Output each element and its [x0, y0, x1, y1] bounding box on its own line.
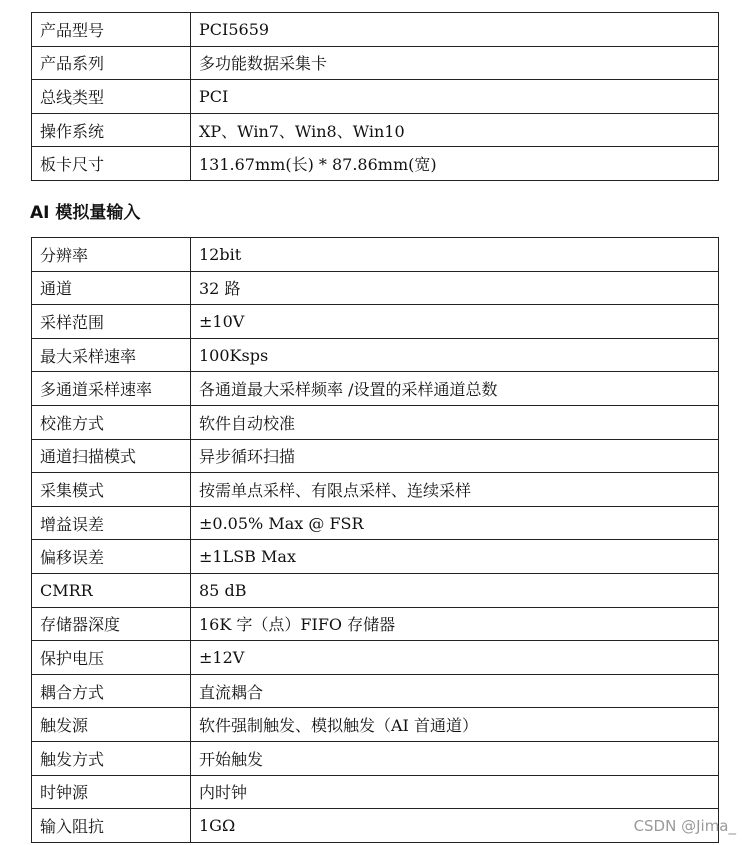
spec-label: 通道	[32, 271, 191, 305]
spec-label: 存储器深度	[32, 607, 191, 641]
spec-label: 耦合方式	[32, 674, 191, 708]
table-row	[32, 80, 719, 114]
table-row	[32, 741, 719, 775]
spec-value: ±0.05% Max @ FSR	[191, 506, 719, 540]
spec-label: 保护电压	[32, 641, 191, 675]
spec-value: 32 路	[191, 271, 719, 305]
table-row	[32, 506, 719, 540]
spec-value: 按需单点采样、有限点采样、连续采样	[191, 473, 719, 507]
table-row	[32, 439, 719, 473]
spec-value: ±1LSB Max	[191, 540, 719, 574]
table-row	[32, 540, 719, 574]
spec-label: CMRR	[32, 573, 191, 607]
ai-spec-table	[31, 237, 719, 843]
spec-value: 内时钟	[191, 775, 719, 809]
table-row	[32, 473, 719, 507]
table-row	[32, 674, 719, 708]
table-row	[32, 372, 719, 406]
spec-value: XP、Win7、Win8、Win10	[191, 113, 719, 147]
table-row	[32, 147, 719, 181]
spec-label: 产品系列	[32, 46, 191, 80]
spec-label: 产品型号	[32, 13, 191, 47]
spec-value: 直流耦合	[191, 674, 719, 708]
spec-value: 1GΩ	[191, 809, 719, 843]
table-row	[32, 271, 719, 305]
spec-value: 12bit	[191, 238, 719, 272]
table-row	[32, 775, 719, 809]
spec-label: 触发方式	[32, 741, 191, 775]
table-row	[32, 708, 719, 742]
table-row	[32, 641, 719, 675]
spec-value: 异步循环扫描	[191, 439, 719, 473]
table-row	[32, 13, 719, 47]
spec-value: PCI	[191, 80, 719, 114]
spec-label: 总线类型	[32, 80, 191, 114]
spec-label: 增益误差	[32, 506, 191, 540]
spec-label: 采集模式	[32, 473, 191, 507]
spec-label: 分辨率	[32, 238, 191, 272]
spec-value: 软件强制触发、模拟触发（AI 首通道）	[191, 708, 719, 742]
spec-label: 偏移误差	[32, 540, 191, 574]
table-row	[32, 338, 719, 372]
table-row	[32, 809, 719, 843]
table-row	[32, 573, 719, 607]
spec-value: 16K 字（点）FIFO 存储器	[191, 607, 719, 641]
spec-label: 时钟源	[32, 775, 191, 809]
spec-value: PCI5659	[191, 13, 719, 47]
table-row	[32, 305, 719, 339]
watermark: CSDN @Jima_	[633, 817, 736, 835]
spec-value: ±12V	[191, 641, 719, 675]
spec-value: 131.67mm(长) * 87.86mm(宽)	[191, 147, 719, 181]
spec-label: 最大采样速率	[32, 338, 191, 372]
spec-value: 各通道最大采样频率 /设置的采样通道总数	[191, 372, 719, 406]
spec-value: 85 dB	[191, 573, 719, 607]
spec-value: 多功能数据采集卡	[191, 46, 719, 80]
spec-label: 输入阻抗	[32, 809, 191, 843]
spec-value: 100Ksps	[191, 338, 719, 372]
basic-spec-table	[31, 12, 719, 181]
table-row	[32, 238, 719, 272]
spec-label: 板卡尺寸	[32, 147, 191, 181]
spec-label: 校准方式	[32, 405, 191, 439]
table-row	[32, 113, 719, 147]
section-title: AI 模拟量输入	[30, 203, 141, 223]
table-row	[32, 607, 719, 641]
spec-label: 通道扫描模式	[32, 439, 191, 473]
spec-value: 软件自动校准	[191, 405, 719, 439]
table-row	[32, 46, 719, 80]
spec-label: 操作系统	[32, 113, 191, 147]
table-row	[32, 405, 719, 439]
spec-value: ±10V	[191, 305, 719, 339]
spec-label: 多通道采样速率	[32, 372, 191, 406]
spec-label: 采样范围	[32, 305, 191, 339]
spec-label: 触发源	[32, 708, 191, 742]
spec-value: 开始触发	[191, 741, 719, 775]
